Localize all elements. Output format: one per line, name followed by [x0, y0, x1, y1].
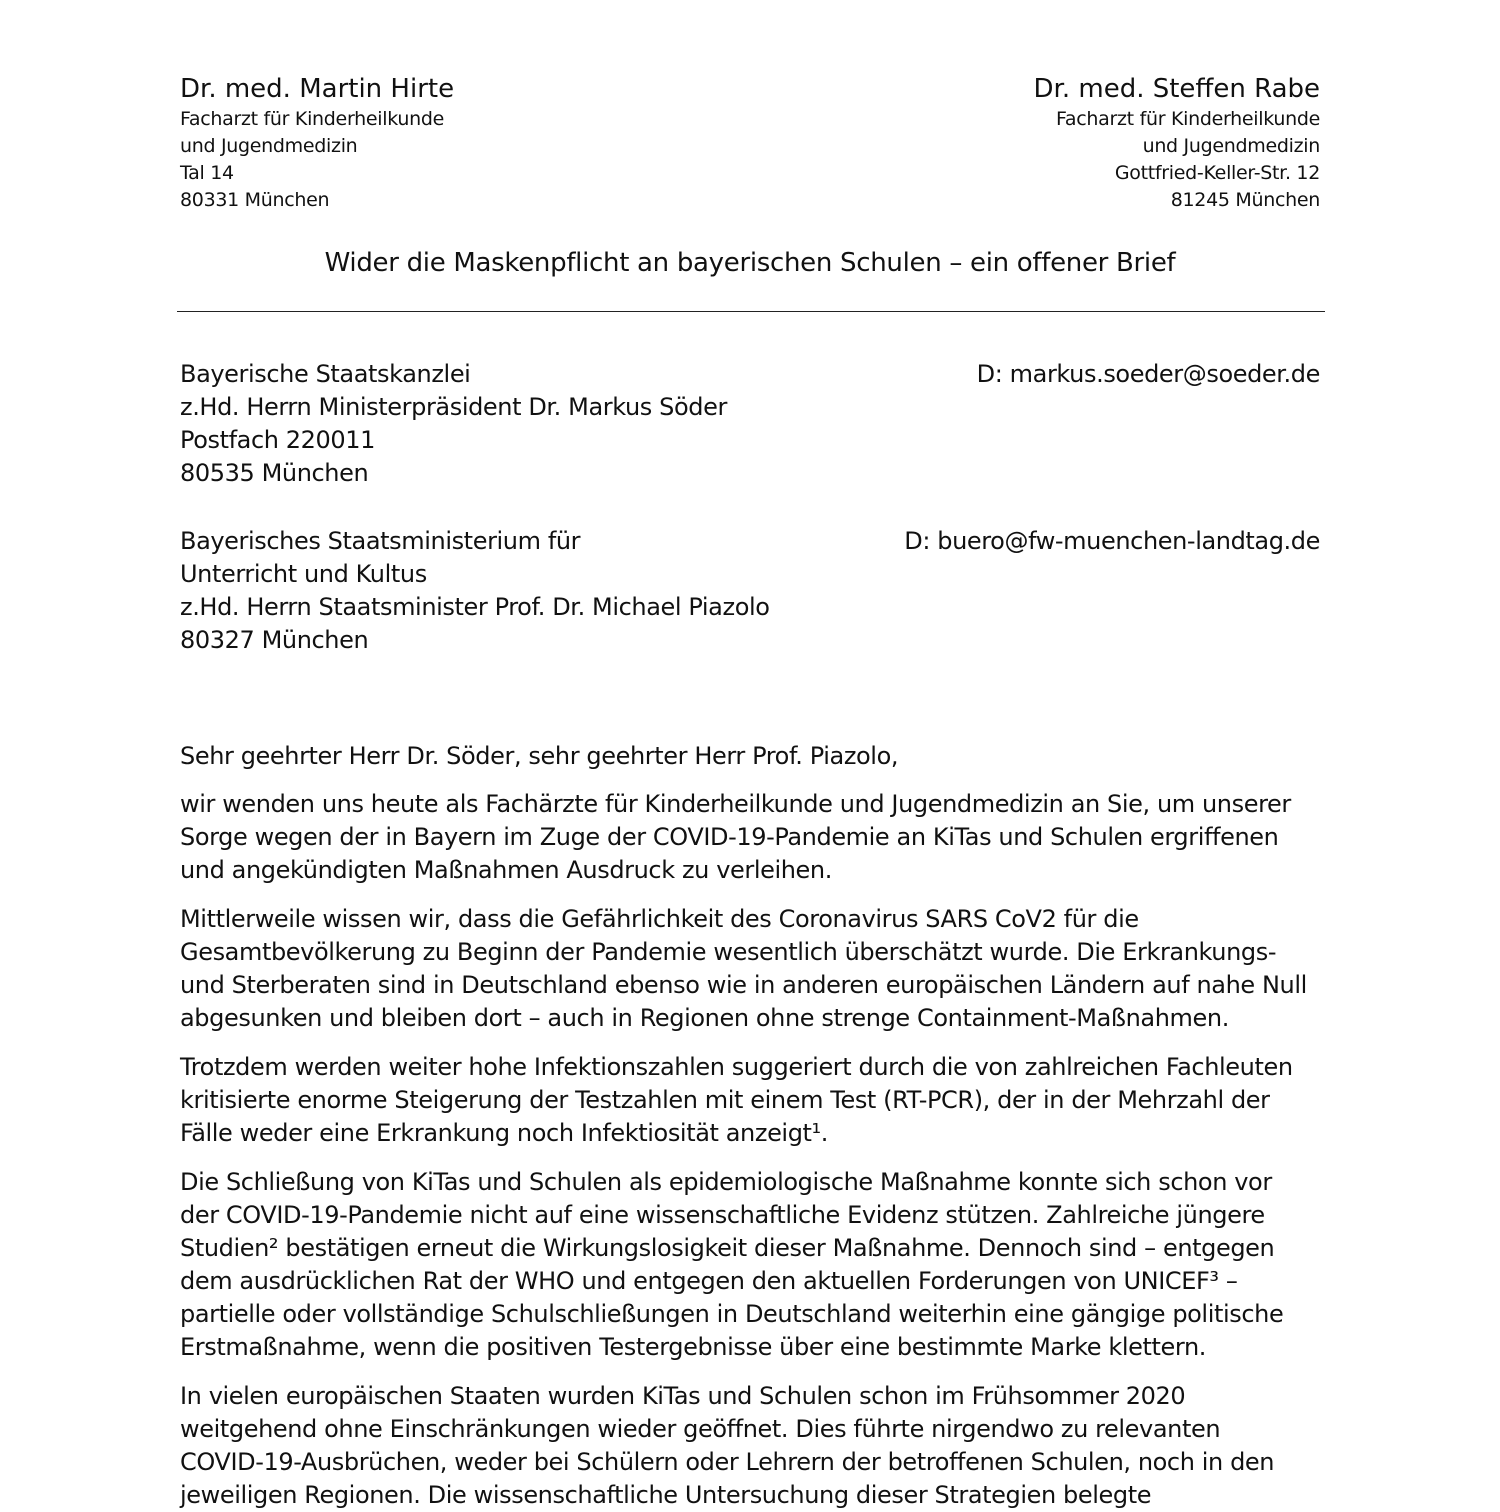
text-line: Sehr geehrter Herr Dr. Söder, sehr geehrter Herr Prof. Piazolo, [180, 742, 899, 770]
text-line: Gesamtbevölkerung zu Beginn der Pandemie wesentlich überschätzt wurde. Die Erkrankungs- [180, 938, 1277, 966]
recipient-2-contact: D: buero@fw-muenchen-landtag.de [904, 527, 1320, 555]
sender-left-line: 80331 München [180, 189, 330, 211]
sender-left [180, 72, 454, 214]
sender-right [1034, 72, 1320, 214]
text-line: Studien² bestätigen erneut die Wirkungslosigkeit dieser Maßnahme. Dennoch sind – entgegen [180, 1234, 1275, 1262]
recipient-line: 80327 München [180, 626, 369, 654]
text-line: abgesunken und bleiben dort – auch in Regionen ohne strenge Containment-Maßnahmen. [180, 1004, 1229, 1032]
sender-right-line: Gottfried-Keller-Str. 12 [1114, 162, 1320, 184]
recipient-2 [180, 525, 770, 657]
text-line: jeweiligen Regionen. Die wissenschaftliche Untersuchung dieser Strategien belegte [180, 1481, 1152, 1509]
recipient-1-contact: D: markus.soeder@soeder.de [976, 360, 1320, 388]
sender-left-name: Dr. med. Martin Hirte [180, 74, 455, 104]
text-line: Die Schließung von KiTas und Schulen als epidemiologische Maßnahme konnte sich schon vor [180, 1168, 1272, 1196]
recipient-1 [180, 358, 727, 490]
letter-title: Wider die Maskenpflicht an bayerischen Schulen – ein offener Brief [324, 248, 1176, 278]
paragraph [180, 788, 1320, 887]
recipient-line: z.Hd. Herrn Staatsminister Prof. Dr. Michael Piazolo [180, 593, 770, 621]
sender-right-line: Facharzt für Kinderheilkunde [1056, 108, 1320, 130]
text-line: der COVID-19-Pandemie nicht auf eine wissenschaftliche Evidenz stützen. Zahlreiche jüngere [180, 1201, 1265, 1229]
text-line: In vielen europäischen Staaten wurden KiTas und Schulen schon im Frühsommer 2020 [180, 1382, 1186, 1410]
text-line: wir wenden uns heute als Fachärzte für Kinderheilkunde und Jugendmedizin an Sie, um unserer [180, 790, 1291, 818]
text-line: Trotzdem werden weiter hohe Infektionszahlen suggeriert durch die von zahlreichen Fachleuten [180, 1053, 1293, 1081]
sender-right-name: Dr. med. Steffen Rabe [1033, 74, 1320, 104]
text-line: partielle oder vollständige Schulschließungen in Deutschland weiterhin eine gängige politische [180, 1300, 1284, 1328]
recipient-line: Unterricht und Kultus [180, 560, 427, 588]
recipient-line: 80535 München [180, 459, 369, 487]
divider [177, 311, 1325, 312]
text-line: und angekündigten Maßnahmen Ausdruck zu verleihen. [180, 856, 832, 884]
paragraph [180, 1166, 1320, 1364]
recipient-line: Bayerische Staatskanzlei [180, 360, 471, 388]
sender-right-line: und Jugendmedizin [1142, 135, 1320, 157]
text-line: COVID-19-Ausbrüchen, weder bei Schülern oder Lehrern der betroffenen Schulen, noch in den [180, 1448, 1275, 1476]
text-line: weitgehend ohne Einschränkungen wieder geöffnet. Dies führte nirgendwo zu relevanten [180, 1415, 1221, 1443]
sender-right-line: 81245 München [1170, 189, 1320, 211]
sender-left-line: und Jugendmedizin [180, 135, 358, 157]
text-line: Fälle weder eine Erkrankung noch Infektiosität anzeigt¹. [180, 1119, 828, 1147]
text-line: und Sterberaten sind in Deutschland ebenso wie in anderen europäischen Ländern auf nahe Null [180, 971, 1307, 999]
recipient-line: z.Hd. Herrn Ministerpräsident Dr. Markus Söder [180, 393, 727, 421]
paragraph [180, 903, 1320, 1035]
sender-left-line: Facharzt für Kinderheilkunde [180, 108, 444, 130]
sender-left-line: Tal 14 [180, 162, 234, 184]
recipient-line: Postfach 220011 [180, 426, 376, 454]
text-line: kritisierte enorme Steigerung der Testzahlen mit einem Test (RT-PCR), der in der Mehrzahl der [180, 1086, 1270, 1114]
paragraph [180, 1380, 1320, 1512]
text-line: Mittlerweile wissen wir, dass die Gefährlichkeit des Coronavirus SARS CoV2 für die [180, 905, 1139, 933]
text-line: Erstmaßnahme, wenn die positiven Testergebnisse über eine bestimmte Marke klettern. [180, 1333, 1206, 1361]
salutation [180, 740, 1320, 773]
paragraph [180, 1051, 1320, 1150]
text-line: dem ausdrücklichen Rat der WHO und entgegen den aktuellen Forderungen von UNICEF³ – [180, 1267, 1238, 1295]
recipient-line: Bayerisches Staatsministerium für [180, 527, 581, 555]
text-line: Sorge wegen der in Bayern im Zuge der COVID-19-Pandemie an KiTas und Schulen ergriffenen [180, 823, 1279, 851]
